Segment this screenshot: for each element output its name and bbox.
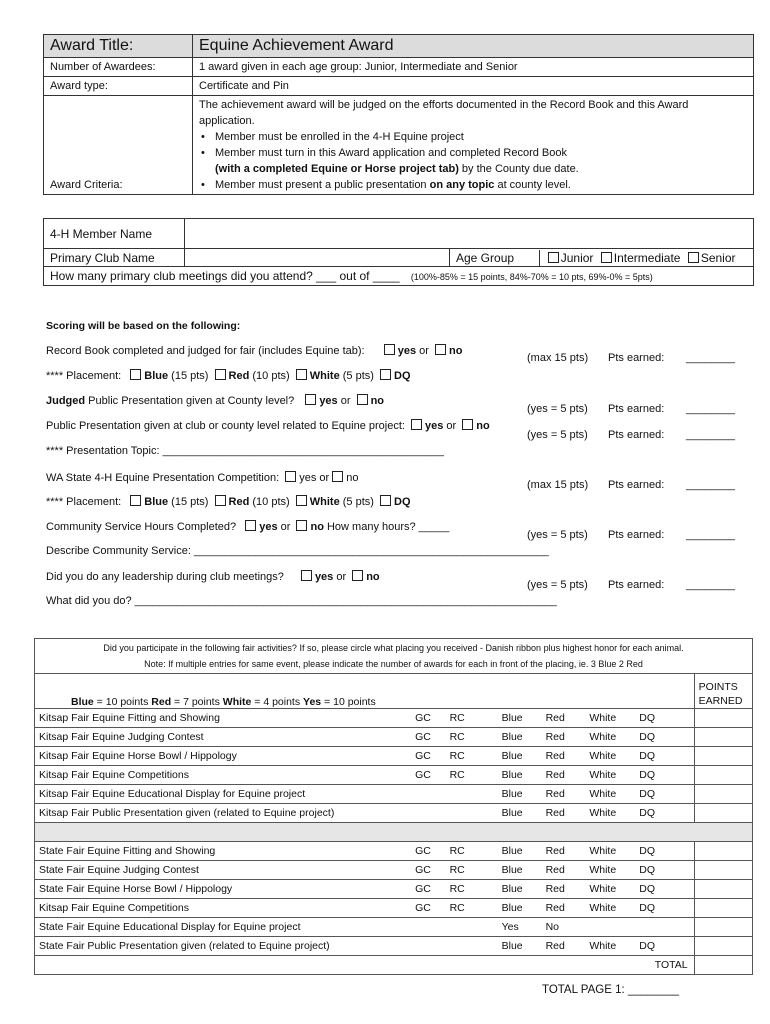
spacer-cell bbox=[666, 785, 685, 804]
points-earned-cell[interactable] bbox=[694, 766, 752, 785]
club-name-field[interactable] bbox=[185, 249, 450, 267]
rc-option[interactable]: RC bbox=[446, 842, 498, 861]
event-name: State Fair Equine Horse Bowl / Hippology bbox=[35, 880, 412, 899]
rc-option[interactable]: RC bbox=[446, 766, 498, 785]
gc-option[interactable] bbox=[411, 804, 446, 823]
no-label: no bbox=[448, 345, 463, 357]
gc-option[interactable]: GC bbox=[411, 880, 446, 899]
white-option[interactable]: White bbox=[585, 709, 635, 728]
points-earned-header: POINTS EARNED bbox=[694, 674, 752, 709]
fair-activities-table bbox=[34, 638, 753, 975]
pts-earned-label: Pts earned: bbox=[608, 479, 665, 491]
community-service-line bbox=[46, 520, 449, 533]
pts-earned-label: Pts earned: bbox=[608, 352, 665, 364]
fair-row bbox=[35, 899, 753, 918]
no-label: no bbox=[310, 521, 324, 533]
club-presentation-no-checkbox[interactable] bbox=[462, 419, 473, 430]
pts-earned-label: Pts earned: bbox=[608, 529, 665, 541]
wa-state-placement-line bbox=[46, 495, 411, 508]
spacer-cell bbox=[666, 861, 685, 880]
white-checkbox[interactable] bbox=[296, 369, 307, 380]
yes-label: yes bbox=[259, 521, 278, 533]
award-type-value: Certificate and Pin bbox=[193, 77, 754, 96]
red-option[interactable]: Red bbox=[542, 766, 586, 785]
spacer-cell bbox=[666, 918, 685, 937]
blue-checkbox[interactable] bbox=[130, 495, 141, 506]
gc-option[interactable]: GC bbox=[411, 728, 446, 747]
leadership-yes-checkbox[interactable] bbox=[301, 570, 312, 581]
white-option[interactable]: White bbox=[585, 899, 635, 918]
junior-checkbox[interactable] bbox=[548, 252, 559, 263]
fair-row bbox=[35, 747, 753, 766]
spacer-cell bbox=[685, 880, 694, 899]
wa-state-no-checkbox[interactable] bbox=[332, 471, 343, 482]
how-many-hours[interactable]: How many hours? _____ bbox=[323, 521, 450, 533]
legend-red-pts: = 7 points bbox=[171, 696, 223, 708]
member-name-label: 4-H Member Name bbox=[44, 219, 185, 249]
red-label: Red bbox=[228, 496, 250, 508]
or-label: or bbox=[416, 345, 432, 357]
meetings-question: How many primary club meetings did you attend? ___ out of ____ bbox=[50, 269, 400, 283]
criteria-item: • Member must be enrolled in the 4-H Equine project bbox=[215, 129, 747, 145]
pts-earned-blank[interactable]: ________ bbox=[686, 352, 735, 364]
red-option[interactable]: Red bbox=[542, 728, 586, 747]
fair-row bbox=[35, 918, 753, 937]
fair-note bbox=[35, 639, 753, 674]
white-option[interactable]: White bbox=[585, 785, 635, 804]
event-name: State Fair Equine Fitting and Showing bbox=[35, 842, 412, 861]
spacer-cell bbox=[666, 766, 685, 785]
white-option[interactable]: White bbox=[585, 804, 635, 823]
fair-row bbox=[35, 709, 753, 728]
leadership-question: Did you do any leadership during club meetings? bbox=[46, 571, 284, 583]
rc-option[interactable]: RC bbox=[446, 728, 498, 747]
section-divider bbox=[35, 823, 753, 842]
placement-prefix: **** Placement: bbox=[46, 496, 122, 508]
white-option[interactable]: White bbox=[585, 861, 635, 880]
criteria-intro: The achievement award will be judged on the efforts documented in the Record Book and this Award application. bbox=[199, 99, 689, 127]
red-option[interactable]: Red bbox=[542, 880, 586, 899]
spacer-cell bbox=[666, 937, 685, 956]
legend-blue: Blue bbox=[71, 696, 94, 708]
pts-earned-blank[interactable]: ________ bbox=[686, 429, 735, 441]
white-pts: (5 pts) bbox=[339, 496, 374, 508]
or-label: or bbox=[277, 521, 294, 533]
club-presentation-yes-checkbox[interactable] bbox=[411, 419, 422, 430]
gc-option[interactable] bbox=[411, 918, 446, 937]
blue-label: Blue bbox=[144, 370, 169, 382]
spacer-cell bbox=[666, 709, 685, 728]
blue-option[interactable]: Blue bbox=[498, 899, 542, 918]
criteria-item bbox=[215, 177, 747, 193]
red-option[interactable]: No bbox=[542, 918, 586, 937]
senior-label: Senior bbox=[700, 250, 736, 265]
points-earned-cell[interactable] bbox=[694, 747, 752, 766]
blue-option[interactable]: Blue bbox=[498, 747, 542, 766]
points-earned-cell[interactable] bbox=[694, 785, 752, 804]
red-option[interactable]: Red bbox=[542, 709, 586, 728]
member-name-field[interactable] bbox=[185, 219, 754, 249]
rc-option[interactable]: RC bbox=[446, 899, 498, 918]
wa-state-line bbox=[46, 471, 358, 484]
or-label: or bbox=[443, 420, 460, 432]
red-pts: (10 pts) bbox=[249, 370, 290, 382]
rc-option[interactable]: RC bbox=[446, 861, 498, 880]
presentation-topic-line[interactable]: **** Presentation Topic: ______________________________________________ bbox=[46, 445, 445, 457]
white-option[interactable] bbox=[585, 918, 635, 937]
what-did-you-do-line[interactable]: What did you do? _____________________________________________________________________ bbox=[46, 595, 557, 607]
pts-earned-blank[interactable]: ________ bbox=[686, 529, 735, 541]
total-points-cell[interactable] bbox=[694, 956, 752, 975]
gc-option[interactable]: GC bbox=[411, 899, 446, 918]
no-label: no bbox=[370, 395, 385, 407]
record-book-placement-line bbox=[46, 369, 411, 382]
rc-option[interactable] bbox=[446, 785, 498, 804]
fair-note-line2: Note: If multiple entries for same event, please indicate the number of awards for each in front of the placing, ie. 3 Blue 2 Red bbox=[144, 659, 643, 669]
dq-option[interactable]: DQ bbox=[635, 747, 666, 766]
describe-service-line[interactable]: Describe Community Service: __________________________________________________________ bbox=[46, 545, 549, 557]
total-page-1[interactable]: TOTAL PAGE 1: ________ bbox=[542, 984, 680, 996]
dq-option[interactable] bbox=[635, 918, 666, 937]
judged-yes5: (yes = 5 pts) bbox=[527, 403, 588, 415]
legend-blue-pts: = 10 points bbox=[93, 696, 152, 708]
pts-earned-label: Pts earned: bbox=[608, 403, 665, 415]
points-earned-cell[interactable] bbox=[694, 899, 752, 918]
red-option[interactable]: Red bbox=[542, 937, 586, 956]
blue-label: Blue bbox=[144, 496, 169, 508]
age-group-cell bbox=[450, 249, 754, 267]
gc-option[interactable]: GC bbox=[411, 766, 446, 785]
awardees-value: 1 award given in each age group: Junior, Intermediate and Senior bbox=[193, 58, 754, 77]
gc-option[interactable]: GC bbox=[411, 747, 446, 766]
spacer-cell bbox=[666, 747, 685, 766]
red-option[interactable]: Red bbox=[542, 785, 586, 804]
points-earned-cell[interactable] bbox=[694, 804, 752, 823]
or-label: or bbox=[333, 571, 350, 583]
rc-option[interactable]: RC bbox=[446, 709, 498, 728]
blue-pts: (15 pts) bbox=[168, 496, 209, 508]
leadership-line bbox=[46, 570, 380, 583]
yes-label: yes bbox=[314, 571, 334, 583]
community-yes5: (yes = 5 pts) bbox=[527, 529, 588, 541]
dq-option[interactable]: DQ bbox=[635, 937, 666, 956]
points-earned-cell[interactable] bbox=[694, 880, 752, 899]
criteria-bold-text: (with a completed Equine or Horse project tab) bbox=[215, 163, 459, 175]
event-name: Kitsap Fair Equine Judging Contest bbox=[35, 728, 412, 747]
blue-option[interactable]: Blue bbox=[498, 766, 542, 785]
blue-option[interactable]: Blue bbox=[498, 728, 542, 747]
white-pts: (5 pts) bbox=[339, 370, 374, 382]
white-option[interactable]: White bbox=[585, 766, 635, 785]
points-earned-cell[interactable] bbox=[694, 861, 752, 880]
legend-yes: Yes bbox=[303, 696, 322, 708]
red-option[interactable]: Red bbox=[542, 861, 586, 880]
criteria-text: at county level. bbox=[494, 179, 571, 191]
wa-no-label: no bbox=[346, 472, 359, 484]
age-group-label: Age Group bbox=[456, 250, 515, 265]
spacer-cell bbox=[685, 709, 694, 728]
fair-row bbox=[35, 804, 753, 823]
meetings-scale: (100%-85% = 15 points, 84%-70% = 10 pts, 69%-0% = 5pts) bbox=[410, 272, 653, 282]
red-pts: (10 pts) bbox=[249, 496, 290, 508]
fair-row bbox=[35, 842, 753, 861]
event-name: Kitsap Fair Equine Educational Display for Equine project bbox=[35, 785, 412, 804]
criteria-item bbox=[215, 145, 747, 177]
dq-option[interactable]: DQ bbox=[635, 880, 666, 899]
legend-white: White bbox=[222, 696, 252, 708]
award-info-table bbox=[43, 34, 754, 195]
junior-label: Junior bbox=[560, 250, 594, 265]
blue-pts: (15 pts) bbox=[168, 370, 209, 382]
award-criteria-value bbox=[193, 96, 754, 195]
wa-yes-label: yes or bbox=[299, 472, 330, 484]
dq-checkbox[interactable] bbox=[380, 369, 391, 380]
blue-option[interactable]: Blue bbox=[498, 709, 542, 728]
fair-row bbox=[35, 880, 753, 899]
points-earned-cell[interactable] bbox=[694, 842, 752, 861]
red-option[interactable]: Red bbox=[542, 747, 586, 766]
blue-checkbox[interactable] bbox=[130, 369, 141, 380]
record-book-question: Record Book completed and judged for fair (includes Equine tab): bbox=[46, 345, 365, 357]
blue-option[interactable]: Blue bbox=[498, 937, 542, 956]
pts-earned-label: Pts earned: bbox=[608, 429, 665, 441]
yes-label: yes bbox=[425, 420, 444, 432]
dq-option[interactable]: DQ bbox=[635, 899, 666, 918]
blue-option[interactable]: Yes bbox=[498, 918, 542, 937]
event-name: Kitsap Fair Equine Competitions bbox=[35, 899, 412, 918]
red-option[interactable]: Red bbox=[542, 804, 586, 823]
rc-option[interactable]: RC bbox=[446, 880, 498, 899]
total-row bbox=[35, 956, 753, 975]
criteria-text: Member must turn in this Award application and completed Record Book bbox=[215, 147, 567, 159]
white-option[interactable]: White bbox=[585, 880, 635, 899]
spacer-cell bbox=[666, 899, 685, 918]
record-book-max: (max 15 pts) bbox=[527, 352, 589, 364]
white-option[interactable]: White bbox=[585, 937, 635, 956]
white-label: White bbox=[309, 370, 340, 382]
fair-row bbox=[35, 785, 753, 804]
spacer-cell bbox=[685, 899, 694, 918]
placement-prefix: **** Placement: bbox=[46, 370, 122, 382]
points-earned-cell[interactable] bbox=[694, 937, 752, 956]
spacer-cell bbox=[685, 861, 694, 880]
red-option[interactable]: Red bbox=[542, 899, 586, 918]
blue-option[interactable]: Blue bbox=[498, 804, 542, 823]
gc-option[interactable]: GC bbox=[411, 861, 446, 880]
leadership-yes5: (yes = 5 pts) bbox=[527, 579, 588, 591]
club-name-label: Primary Club Name bbox=[44, 249, 185, 267]
no-label: no bbox=[476, 420, 490, 432]
wa-state-yes-checkbox[interactable] bbox=[285, 471, 296, 482]
pts-earned-blank[interactable]: ________ bbox=[686, 479, 735, 491]
legend-red: Red bbox=[151, 696, 172, 708]
points-earned-cell[interactable] bbox=[694, 918, 752, 937]
gc-option[interactable] bbox=[411, 785, 446, 804]
fair-row bbox=[35, 937, 753, 956]
member-info-table bbox=[43, 218, 754, 286]
club-presentation-line bbox=[46, 419, 490, 432]
blue-option[interactable]: Blue bbox=[498, 842, 542, 861]
event-name: State Fair Equine Judging Contest bbox=[35, 861, 412, 880]
gc-option[interactable] bbox=[411, 937, 446, 956]
dq-option[interactable]: DQ bbox=[635, 785, 666, 804]
event-name: State Fair Public Presentation given (related to Equine project) bbox=[35, 937, 412, 956]
scoring-heading: Scoring will be based on the following: bbox=[46, 320, 241, 332]
club-presentation-yes5: (yes = 5 pts) bbox=[527, 429, 588, 441]
pts-earned-blank[interactable]: ________ bbox=[686, 579, 735, 591]
judged-presentation-line bbox=[46, 394, 384, 407]
total-label: TOTAL bbox=[35, 956, 695, 975]
intermediate-checkbox[interactable] bbox=[601, 252, 612, 263]
points-legend bbox=[35, 674, 695, 709]
fair-row bbox=[35, 861, 753, 880]
fair-row bbox=[35, 728, 753, 747]
event-name: State Fair Equine Educational Display for Equine project bbox=[35, 918, 412, 937]
blue-option[interactable]: Blue bbox=[498, 861, 542, 880]
spacer-cell bbox=[685, 937, 694, 956]
dq-label: DQ bbox=[394, 496, 411, 508]
dq-checkbox[interactable] bbox=[380, 495, 391, 506]
points-earned-cell[interactable] bbox=[694, 709, 752, 728]
white-checkbox[interactable] bbox=[296, 495, 307, 506]
dq-option[interactable]: DQ bbox=[635, 861, 666, 880]
intermediate-label: Intermediate bbox=[613, 250, 681, 265]
criteria-list bbox=[199, 129, 747, 193]
spacer-cell bbox=[685, 766, 694, 785]
judged-question: Public Presentation given at County level? bbox=[85, 395, 295, 407]
spacer-cell bbox=[685, 785, 694, 804]
record-book-yes-checkbox[interactable] bbox=[384, 344, 395, 355]
event-name: Kitsap Fair Equine Competitions bbox=[35, 766, 412, 785]
gc-option[interactable]: GC bbox=[411, 842, 446, 861]
meetings-row bbox=[44, 267, 754, 286]
wa-state-max: (max 15 pts) bbox=[527, 479, 589, 491]
dq-label: DQ bbox=[394, 370, 411, 382]
judged-no-checkbox[interactable] bbox=[357, 394, 368, 405]
judged-label: Judged bbox=[46, 395, 86, 407]
white-option[interactable]: White bbox=[585, 728, 635, 747]
senior-checkbox[interactable] bbox=[688, 252, 699, 263]
spacer-cell bbox=[685, 747, 694, 766]
award-title-value: Equine Achievement Award bbox=[193, 35, 754, 58]
criteria-text: Member must present a public presentation bbox=[215, 179, 430, 191]
award-type-label: Award type: bbox=[44, 77, 193, 96]
dq-option[interactable]: DQ bbox=[635, 766, 666, 785]
dq-option[interactable]: DQ bbox=[635, 728, 666, 747]
rc-option[interactable] bbox=[446, 918, 498, 937]
record-book-no-checkbox[interactable] bbox=[435, 344, 446, 355]
red-checkbox[interactable] bbox=[215, 495, 226, 506]
blue-option[interactable]: Blue bbox=[498, 785, 542, 804]
legend-yes-pts: = 10 points bbox=[321, 696, 376, 708]
spacer-cell bbox=[685, 728, 694, 747]
white-option[interactable]: White bbox=[585, 747, 635, 766]
spacer-cell bbox=[666, 880, 685, 899]
white-option[interactable]: White bbox=[585, 842, 635, 861]
no-label: no bbox=[366, 571, 380, 583]
fair-note-line1: Did you participate in the following fair activities? If so, please circle what placing you received - Danish ribbon plus highest honor for each animal. bbox=[103, 643, 684, 653]
judged-yes-checkbox[interactable] bbox=[305, 394, 316, 405]
white-label: White bbox=[309, 496, 340, 508]
community-no-checkbox[interactable] bbox=[296, 520, 307, 531]
event-name: Kitsap Fair Equine Fitting and Showing bbox=[35, 709, 412, 728]
red-option[interactable]: Red bbox=[542, 842, 586, 861]
or-label: or bbox=[337, 395, 354, 407]
event-name: Kitsap Fair Public Presentation given (related to Equine project) bbox=[35, 804, 412, 823]
fair-row bbox=[35, 766, 753, 785]
red-label: Red bbox=[228, 370, 250, 382]
awardees-label: Number of Awardees: bbox=[44, 58, 193, 77]
wa-state-question: WA State 4-H Equine Presentation Competition: bbox=[46, 472, 280, 484]
yes-label: yes bbox=[319, 395, 338, 407]
dq-option[interactable]: DQ bbox=[635, 842, 666, 861]
spacer-cell bbox=[685, 918, 694, 937]
legend-white-pts: = 4 points bbox=[251, 696, 304, 708]
club-presentation-question: Public Presentation given at club or county level related to Equine project: bbox=[46, 420, 405, 432]
record-book-line bbox=[46, 344, 462, 357]
pts-earned-label: Pts earned: bbox=[608, 579, 665, 591]
gc-option[interactable]: GC bbox=[411, 709, 446, 728]
rc-option[interactable] bbox=[446, 937, 498, 956]
points-earned-cell[interactable] bbox=[694, 728, 752, 747]
dq-option[interactable]: DQ bbox=[635, 709, 666, 728]
spacer-cell bbox=[666, 842, 685, 861]
dq-option[interactable]: DQ bbox=[635, 804, 666, 823]
leadership-no-checkbox[interactable] bbox=[352, 570, 363, 581]
section-divider-cell bbox=[35, 823, 753, 842]
community-yes-checkbox[interactable] bbox=[245, 520, 256, 531]
rc-option[interactable]: RC bbox=[446, 747, 498, 766]
spacer-cell bbox=[685, 842, 694, 861]
criteria-text: by the County due date. bbox=[458, 163, 579, 175]
blue-option[interactable]: Blue bbox=[498, 880, 542, 899]
spacer-cell bbox=[666, 728, 685, 747]
yes-label: yes bbox=[397, 345, 417, 357]
criteria-bold-text: on any topic bbox=[429, 179, 495, 191]
event-name: Kitsap Fair Equine Horse Bowl / Hippology bbox=[35, 747, 412, 766]
pts-earned-blank[interactable]: ________ bbox=[686, 403, 735, 415]
award-criteria-label: Award Criteria: bbox=[44, 96, 193, 195]
award-title-label: Award Title: bbox=[44, 35, 193, 58]
community-service-question: Community Service Hours Completed? bbox=[46, 521, 237, 533]
spacer-cell bbox=[666, 804, 685, 823]
spacer-cell bbox=[685, 804, 694, 823]
rc-option[interactable] bbox=[446, 804, 498, 823]
red-checkbox[interactable] bbox=[215, 369, 226, 380]
